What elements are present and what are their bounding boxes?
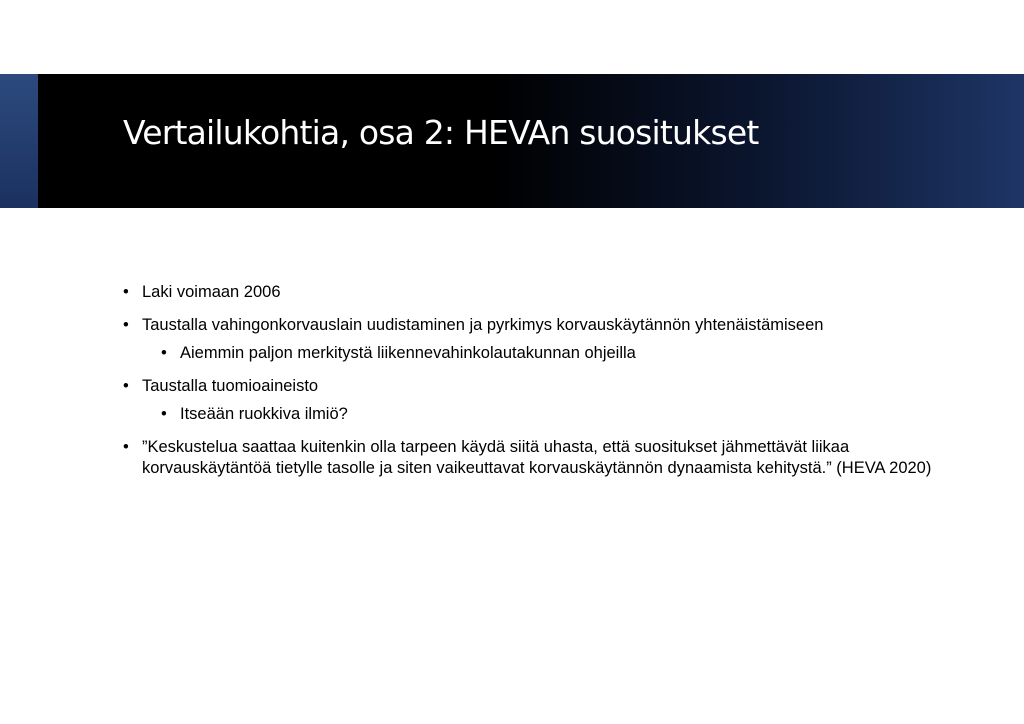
bullet-background-reform: • Taustalla vahingonkorvauslain uudistaminen ja pyrkimys korvauskäytännön yhtenäistämiseen (123, 315, 943, 336)
bullet-law-in-force: • Laki voimaan 2006 (123, 282, 943, 303)
sub-bullet-self-feeding: • Itseään ruokkiva ilmiö? (161, 404, 943, 425)
bullet-heva-quote: • ”Keskustelua saattaa kuitenkin olla tarpeen käydä siitä uhasta, että suositukset jähmettävät liikaa korvauskäytäntöä tietylle tasolle ja siten vaikeuttavat korvauskäytännön dynaamista kehitystä.” (HEVA 2020) (123, 437, 943, 479)
sub-bullet-traffic-board: • Aiemmin paljon merkitystä liikennevahinkolautakunnan ohjeilla (161, 343, 943, 364)
title-accent-bar (0, 74, 38, 208)
bullet-background-case-law: • Taustalla tuomioaineisto (123, 376, 943, 397)
bullet-list (123, 282, 943, 479)
slide-title: Vertailukohtia, osa 2: HEVAn suositukset (123, 113, 759, 152)
